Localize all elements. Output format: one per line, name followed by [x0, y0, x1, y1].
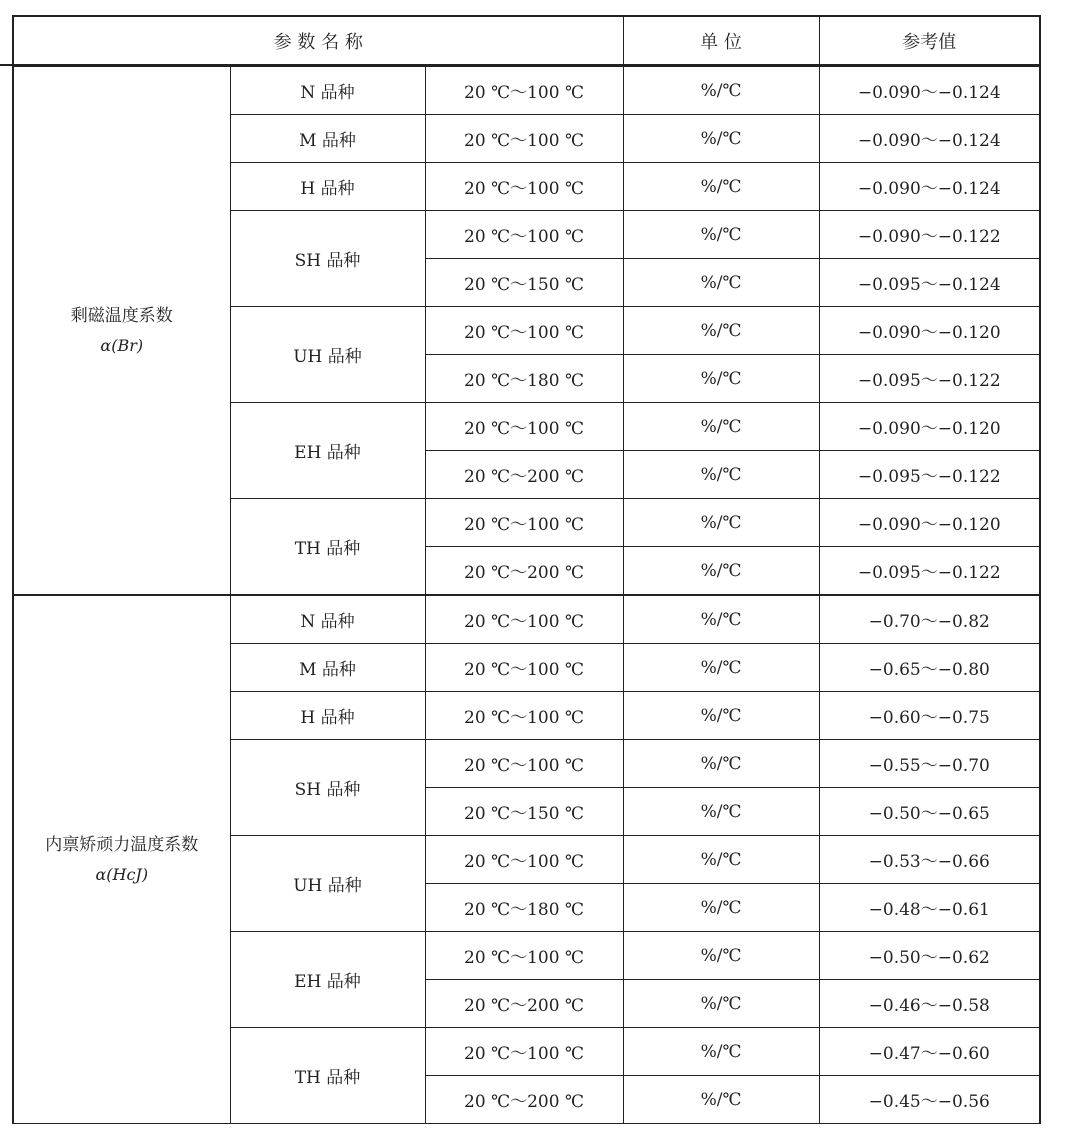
unit-cell: %/℃ — [623, 740, 819, 788]
grade-cell: UH 品种 — [230, 307, 425, 403]
unit-cell: %/℃ — [623, 644, 819, 692]
temperature-range-cell: 20 ℃～200 ℃ — [425, 451, 623, 499]
parameter-symbol: α(HcJ) — [95, 864, 149, 884]
temperature-range-cell: 20 ℃～180 ℃ — [425, 355, 623, 403]
unit-cell: %/℃ — [623, 884, 819, 932]
grade-cell: TH 品种 — [230, 499, 425, 596]
reference-value-cell: −0.090～−0.124 — [819, 115, 1040, 163]
temperature-range-cell: 20 ℃～100 ℃ — [425, 115, 623, 163]
unit-cell: %/℃ — [623, 595, 819, 644]
unit-cell: %/℃ — [623, 788, 819, 836]
reference-value-cell: −0.090～−0.124 — [819, 66, 1040, 115]
grade-cell: EH 品种 — [230, 932, 425, 1028]
unit-cell: %/℃ — [623, 1076, 819, 1124]
unit-cell: %/℃ — [623, 115, 819, 163]
temperature-range-cell: 20 ℃～100 ℃ — [425, 836, 623, 884]
reference-value-cell: −0.50～−0.62 — [819, 932, 1040, 980]
unit-cell: %/℃ — [623, 1028, 819, 1076]
grade-cell: N 品种 — [230, 66, 425, 115]
reference-value-cell: −0.47～−0.60 — [819, 1028, 1040, 1076]
parameter-name: 剩磁温度系数 — [70, 305, 173, 326]
temperature-range-cell: 20 ℃～100 ℃ — [425, 66, 623, 115]
unit-cell: %/℃ — [623, 403, 819, 451]
unit-cell: %/℃ — [623, 692, 819, 740]
reference-value-cell: −0.55～−0.70 — [819, 740, 1040, 788]
table-body — [13, 16, 1040, 1124]
reference-value-cell: −0.090～−0.120 — [819, 499, 1040, 547]
grade-cell: EH 品种 — [230, 403, 425, 499]
temperature-range-cell: 20 ℃～200 ℃ — [425, 547, 623, 596]
table-row — [13, 66, 1040, 115]
temperature-range-cell: 20 ℃～180 ℃ — [425, 884, 623, 932]
temperature-range-cell: 20 ℃～100 ℃ — [425, 740, 623, 788]
temperature-range-cell: 20 ℃～200 ℃ — [425, 980, 623, 1028]
temperature-range-cell: 20 ℃～100 ℃ — [425, 932, 623, 980]
unit-cell: %/℃ — [623, 451, 819, 499]
grade-cell: N 品种 — [230, 595, 425, 644]
reference-value-cell: −0.095～−0.124 — [819, 259, 1040, 307]
unit-cell: %/℃ — [623, 259, 819, 307]
reference-value-cell: −0.60～−0.75 — [819, 692, 1040, 740]
unit-cell: %/℃ — [623, 211, 819, 259]
unit-cell: %/℃ — [623, 547, 819, 596]
header-unit: 单 位 — [623, 16, 819, 66]
grade-cell: TH 品种 — [230, 1028, 425, 1124]
parameter-symbol: α(Br) — [100, 335, 144, 355]
unit-cell: %/℃ — [623, 355, 819, 403]
temperature-coefficient-table — [12, 15, 1041, 1124]
reference-value-cell: −0.45～−0.56 — [819, 1076, 1040, 1124]
reference-value-cell: −0.090～−0.122 — [819, 211, 1040, 259]
parameter-name: 内禀矫顽力温度系数 — [45, 834, 199, 855]
reference-value-cell: −0.65～−0.80 — [819, 644, 1040, 692]
grade-cell: M 品种 — [230, 644, 425, 692]
temperature-range-cell: 20 ℃～100 ℃ — [425, 644, 623, 692]
grade-cell: H 品种 — [230, 163, 425, 211]
parameter-name-cell — [13, 66, 230, 596]
reference-value-cell: −0.095～−0.122 — [819, 355, 1040, 403]
temperature-range-cell: 20 ℃～100 ℃ — [425, 499, 623, 547]
unit-cell: %/℃ — [623, 932, 819, 980]
reference-value-cell: −0.70～−0.82 — [819, 595, 1040, 644]
reference-value-cell: −0.53～−0.66 — [819, 836, 1040, 884]
reference-value-cell: −0.095～−0.122 — [819, 547, 1040, 596]
header-row — [13, 16, 1040, 66]
reference-value-cell: −0.090～−0.120 — [819, 307, 1040, 355]
unit-cell: %/℃ — [623, 307, 819, 355]
header-param-name: 参 数 名 称 — [13, 16, 623, 66]
grade-cell: H 品种 — [230, 692, 425, 740]
temperature-range-cell: 20 ℃～200 ℃ — [425, 1076, 623, 1124]
temperature-range-cell: 20 ℃～150 ℃ — [425, 259, 623, 307]
unit-cell: %/℃ — [623, 66, 819, 115]
unit-cell: %/℃ — [623, 980, 819, 1028]
temperature-range-cell: 20 ℃～100 ℃ — [425, 595, 623, 644]
left-edge-mark — [0, 64, 12, 66]
grade-cell: SH 品种 — [230, 211, 425, 307]
temperature-range-cell: 20 ℃～100 ℃ — [425, 163, 623, 211]
temperature-range-cell: 20 ℃～100 ℃ — [425, 211, 623, 259]
grade-cell: M 品种 — [230, 115, 425, 163]
unit-cell: %/℃ — [623, 499, 819, 547]
reference-value-cell: −0.48～−0.61 — [819, 884, 1040, 932]
table-row — [13, 595, 1040, 644]
parameter-name-cell — [13, 595, 230, 1124]
reference-value-cell: −0.095～−0.122 — [819, 451, 1040, 499]
temperature-range-cell: 20 ℃～100 ℃ — [425, 403, 623, 451]
temperature-range-cell: 20 ℃～150 ℃ — [425, 788, 623, 836]
reference-value-cell: −0.46～−0.58 — [819, 980, 1040, 1028]
unit-cell: %/℃ — [623, 163, 819, 211]
temperature-range-cell: 20 ℃～100 ℃ — [425, 692, 623, 740]
reference-value-cell: −0.090～−0.124 — [819, 163, 1040, 211]
reference-value-cell: −0.090～−0.120 — [819, 403, 1040, 451]
grade-cell: UH 品种 — [230, 836, 425, 932]
temperature-range-cell: 20 ℃～100 ℃ — [425, 1028, 623, 1076]
reference-value-cell: −0.50～−0.65 — [819, 788, 1040, 836]
unit-cell: %/℃ — [623, 836, 819, 884]
temperature-range-cell: 20 ℃～100 ℃ — [425, 307, 623, 355]
grade-cell: SH 品种 — [230, 740, 425, 836]
header-reference-value: 参考值 — [819, 16, 1040, 66]
